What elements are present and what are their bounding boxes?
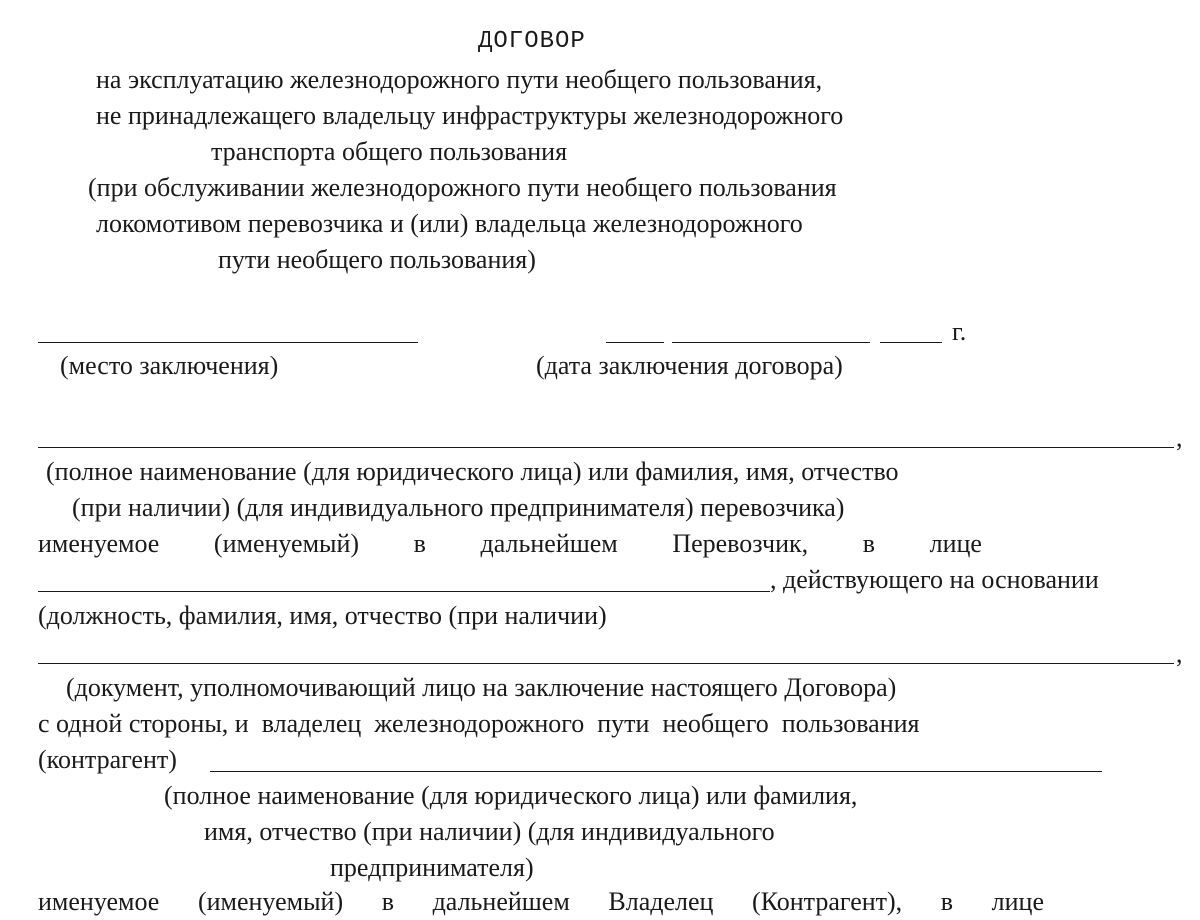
word: именуемое <box>38 529 160 558</box>
title-line-5: локомотивом перевозчика и (или) владельца железнодорожного <box>96 209 803 238</box>
word: Владелец <box>608 887 714 916</box>
title-line-1: на эксплуатацию железнодорожного пути необщего пользования, <box>96 65 823 94</box>
carrier-named-line <box>38 526 982 562</box>
title-line-4: (при обслуживании железнодорожного пути необщего пользования <box>88 173 837 202</box>
counterparty-name-blank <box>210 771 1102 772</box>
word: в <box>940 887 954 916</box>
word: лице <box>929 529 982 558</box>
word: (Контрагент), <box>752 887 903 916</box>
owner-caption-line-2: имя, отчество (при наличии) (для индивидуального <box>204 817 775 846</box>
date-day-blank <box>606 342 664 343</box>
date-caption: (дата заключения договора) <box>536 351 843 380</box>
word: (именуемый) <box>197 887 344 916</box>
acting-basis-text: , действующего на основании <box>770 565 1099 594</box>
word: в <box>413 529 426 558</box>
place-caption: (место заключения) <box>60 351 279 380</box>
date-year-blank <box>880 342 942 343</box>
counterparty-label: (контрагент) <box>38 745 177 774</box>
title-line-6: пути необщего пользования) <box>218 245 536 274</box>
authorizing-document-comma: , <box>1176 639 1183 668</box>
title-line-3: транспорта общего пользования <box>211 137 568 166</box>
authorizing-document-blank <box>38 663 1174 664</box>
carrier-caption-line-1: (полное наименование (для юридического лица) или фамилия, имя, отчество <box>46 457 899 486</box>
word: дальнейшем <box>432 887 570 916</box>
contract-heading: ДОГОВОР <box>478 28 586 55</box>
date-month-blank <box>672 342 870 343</box>
word: Перевозчик, <box>672 529 809 558</box>
carrier-caption-line-2: (при наличии) (для индивидуального предпринимателя) перевозчика) <box>72 493 845 522</box>
owner-caption-line-1: (полное наименование (для юридического лица) или фамилия, <box>164 781 858 810</box>
word: в <box>862 529 876 558</box>
title-line-2: не принадлежащего владельцу инфраструктуры железнодорожного <box>96 101 844 130</box>
word: лице <box>991 887 1044 916</box>
carrier-name-comma: , <box>1176 423 1183 452</box>
word: (именуемый) <box>213 529 360 558</box>
year-suffix: г. <box>952 317 967 346</box>
word: именуемое <box>38 887 160 916</box>
one-side-line: с одной стороны, и владелец железнодорожного пути необщего пользования <box>38 709 920 738</box>
document-caption: (документ, уполномочивающий лицо на заключение настоящего Договора) <box>66 673 897 702</box>
word: в <box>381 887 394 916</box>
carrier-representative-blank <box>38 591 770 592</box>
place-blank <box>38 342 418 343</box>
carrier-name-blank <box>38 447 1174 448</box>
position-caption: (должность, фамилия, имя, отчество (при наличии) <box>38 601 607 630</box>
owner-caption-line-3: предпринимателя) <box>330 853 534 882</box>
word: дальнейшем <box>480 529 618 558</box>
owner-named-line <box>38 884 1044 920</box>
